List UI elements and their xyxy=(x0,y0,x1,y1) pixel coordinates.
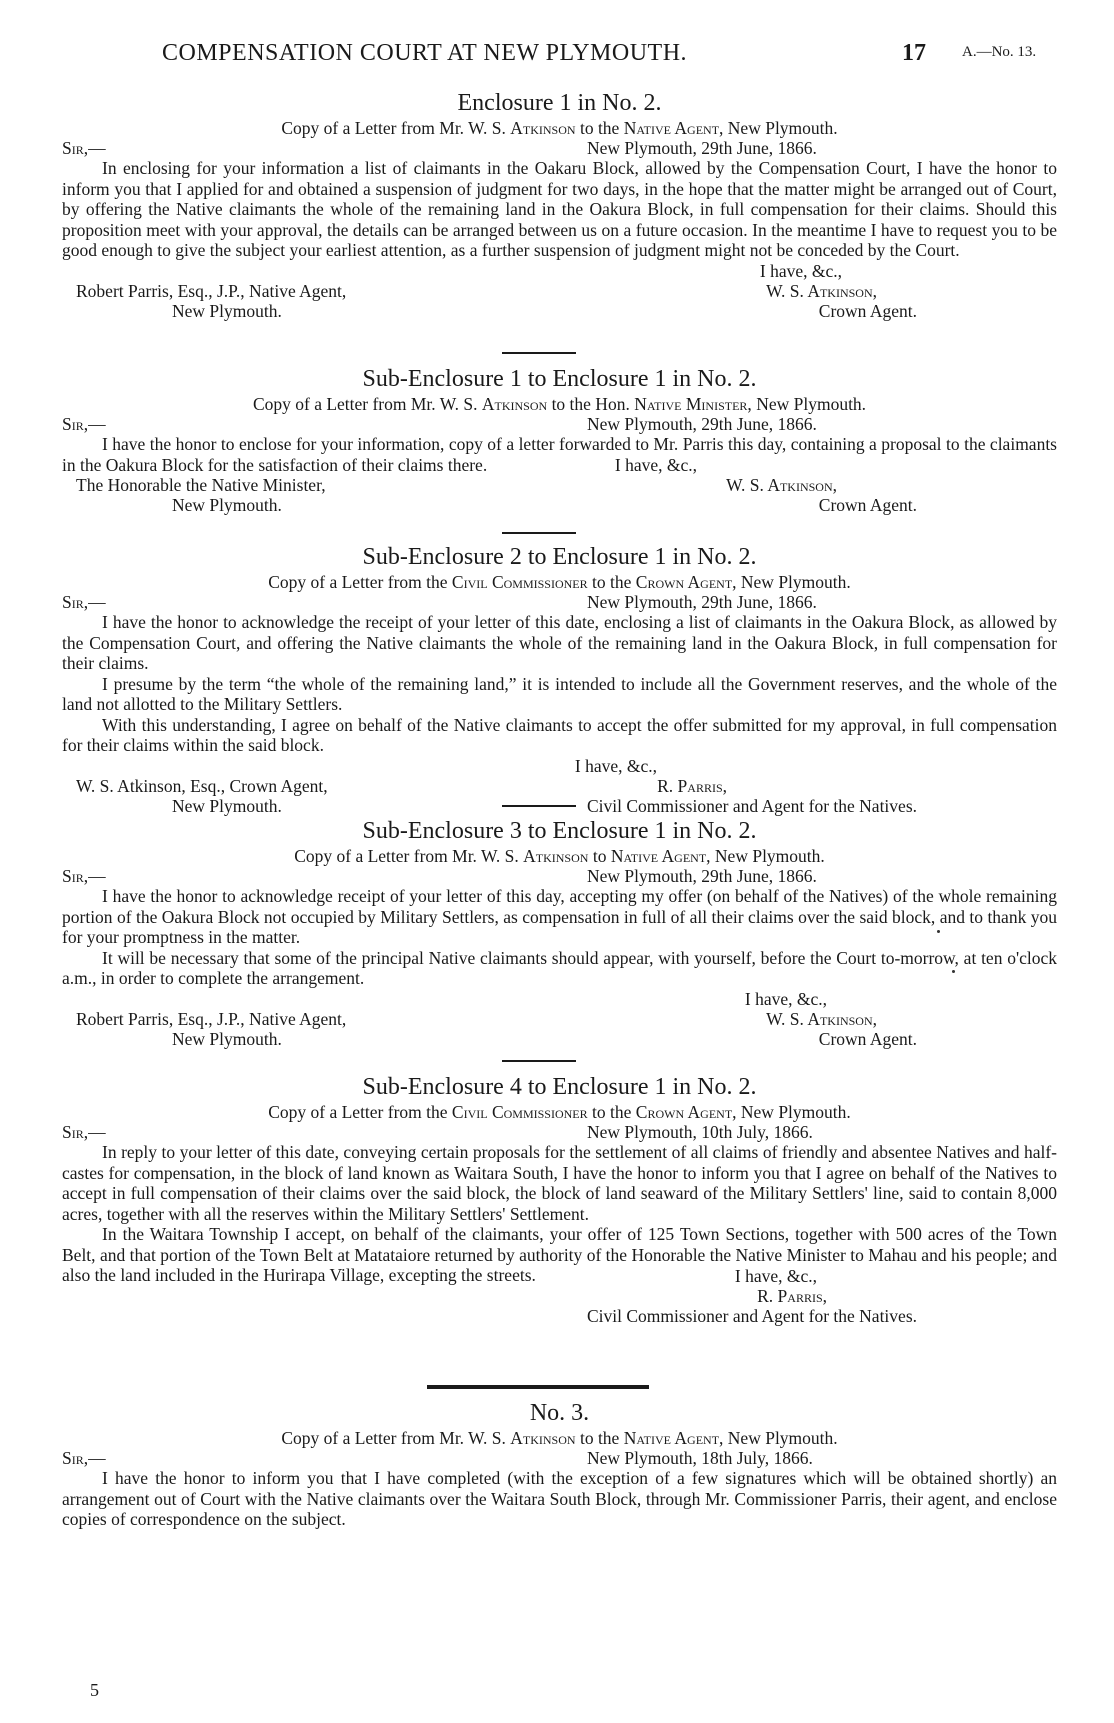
letter-paragraph: In the Waitara Township I accept, on behalf of the claimants, your offer of 125 Town Sections, together with 500 acres of the Town Belt, and that portion of the Town Belt at Matataiore returned by authority of the Honorable the Native Minister to Mahau and his people; and also the land included in the Hurirapa Village, excepting the streets. xyxy=(62,1224,1057,1285)
copy-line xyxy=(62,572,1057,592)
signoff-block xyxy=(62,756,1057,818)
signer-title: Civil Commissioner and Agent for the Natives. xyxy=(586,795,917,816)
letter-paragraph: I have the honor to acknowledge receipt of your letter of this day, accepting my offer (on behalf of the Natives) of the whole remaining portion of the Oakura Block not occupied by Military Settlers, as compensation in full of all their claims over the said block, and to thank you for your promptness in the matter. xyxy=(62,886,1057,947)
copy-mid: to xyxy=(592,846,607,866)
running-head xyxy=(62,40,1057,76)
copy-to: Crown Agent, xyxy=(635,572,737,592)
section-heading: Sub-Enclosure 1 to Enclosure 1 in No. 2. xyxy=(362,366,757,392)
signer-title: Civil Commissioner and Agent for the Natives. xyxy=(586,1305,917,1326)
signer-title: Crown Agent. xyxy=(818,300,917,321)
place-date: New Plymouth, 18th July, 1866. xyxy=(587,1448,813,1468)
letter-paragraph: It will be necessary that some of the principal Native claimants should appear, with yourself, before the Court to-morrow, at ten o'clock a.m., in order to complete the arrangement. xyxy=(62,947,1057,988)
margin-dot xyxy=(937,930,940,933)
signoff-block xyxy=(62,261,1057,323)
copy-to: Native Agent, xyxy=(610,846,711,866)
sub-enclosure-2-section xyxy=(62,542,1057,818)
copy-prefix: Copy of a Letter from Mr. W. S. xyxy=(252,394,478,414)
closing: I have, &c., xyxy=(574,755,657,776)
closing: I have, &c., xyxy=(734,1265,817,1286)
copy-suffix: New Plymouth. xyxy=(727,118,838,138)
letter-paragraph: In enclosing for your information a list of claimants in the Oakaru Block, allowed by the Compensation Court, I have the honor to inform you that I applied for and obtained a suspension of judgment for two days, in the hope that the matter might be arranged out of Court, by offering the Native claimants the whole of the remaining land in the Oakura Block, in full compensation for their claims. Should this proposition meet with your approval, the details can be arranged between us on a future occasion. In the meantime I have to request you to be good enough to give the subject your earliest attention, as a further suspension of judgment might not be conceded by the Court. xyxy=(62,158,1057,260)
salutation-line xyxy=(62,592,1057,612)
signoff-block xyxy=(62,989,1057,1051)
copy-prefix: Copy of a Letter from Mr. W. S. xyxy=(281,118,506,138)
copy-suffix: New Plymouth. xyxy=(727,1428,838,1448)
copy-to: Native Agent, xyxy=(623,118,724,138)
signer-title: Crown Agent. xyxy=(818,1028,917,1049)
section-heading: Sub-Enclosure 2 to Enclosure 1 in No. 2. xyxy=(362,544,757,570)
footer-number: 5 xyxy=(90,1680,99,1700)
signer: R. Parris, xyxy=(757,1285,827,1306)
copy-prefix: Copy of a Letter from the xyxy=(268,1102,448,1122)
addressee: Robert Parris, Esq., J.P., Native Agent, xyxy=(76,1008,347,1029)
copy-prefix: Copy of a Letter from Mr. W. S. xyxy=(281,1428,506,1448)
copy-line xyxy=(62,394,1057,414)
signer: W. S. Atkinson, xyxy=(766,1008,877,1029)
page-title: COMPENSATION COURT AT NEW PLYMOUTH. xyxy=(162,40,688,66)
place-date: New Plymouth, 29th June, 1866. xyxy=(587,138,817,158)
salutation: Sir,— xyxy=(62,1122,106,1142)
section-heading: Enclosure 1 in No. 2. xyxy=(457,90,662,116)
letter-paragraph: In reply to your letter of this date, conveying certain proposals for the settlement of all claims of friendly and absentee Natives and half-castes for compensation, in the block of land known as Waitara South, I have the honor to inform you that I agree on behalf of the Natives to accept in full compensation of their claims over the said block, the block of land seaward of the Military Settlers' line, said to contain 8,000 acres, together with all the reserves within the Military Settlers' Settlement. xyxy=(62,1142,1057,1224)
addressee-place: New Plymouth. xyxy=(172,495,282,515)
copy-mid: to the xyxy=(579,118,620,138)
copy-prefix: Copy of a Letter from Mr. W. S. xyxy=(294,846,519,866)
copy-line xyxy=(62,1428,1057,1448)
salutation: Sir,— xyxy=(62,866,106,886)
copy-prefix: Copy of a Letter from the xyxy=(268,572,448,592)
thick-divider xyxy=(427,1385,649,1389)
signer: R. Parris, xyxy=(657,775,727,796)
margin-dot xyxy=(952,970,955,973)
addressee-place: New Plymouth. xyxy=(172,795,282,816)
copy-from: Civil Commissioner xyxy=(451,572,588,592)
copy-to: Crown Agent, xyxy=(635,1102,737,1122)
copy-from: Atkinson xyxy=(510,1428,576,1448)
place-date: New Plymouth, 29th June, 1866. xyxy=(587,414,817,434)
copy-line xyxy=(62,1102,1057,1122)
salutation: Sir,— xyxy=(62,592,106,612)
sub-enclosure-4-section xyxy=(62,1072,1057,1348)
copy-suffix: New Plymouth. xyxy=(756,394,867,414)
salutation: Sir,— xyxy=(62,138,106,158)
salutation-line xyxy=(62,138,1057,158)
document-page xyxy=(62,0,1057,1723)
letter-paragraph: I have the honor to enclose for your information, copy of a letter forwarded to Mr. Parris this day, containing a proposal to the claimants in the Oakura Block for the satisfaction of their claims there. xyxy=(62,434,1057,475)
signoff-block xyxy=(62,455,1057,517)
closing: I have, &c., xyxy=(744,988,827,1009)
copy-from: Civil Commissioner xyxy=(451,1102,588,1122)
signer: W. S. Atkinson, xyxy=(726,475,837,495)
addressee-place: New Plymouth. xyxy=(172,1028,282,1049)
letter-paragraph: I have the honor to inform you that I have completed (with the exception of a few signatures which will be obtained shortly) an arrangement out of Court with the Native claimants over the Waitara South Block, through Mr. Commissioner Parris, their agent, and enclose copies of correspondence on the subject. xyxy=(62,1468,1057,1529)
salutation: Sir,— xyxy=(62,1448,106,1468)
letter-paragraph: I presume by the term “the whole of the remaining land,” it is intended to include all the Government reserves, and the whole of the land not allotted to the Military Settlers. xyxy=(62,673,1057,714)
copy-mid: to the xyxy=(579,1428,620,1448)
page-number: 17 xyxy=(902,40,926,66)
addressee: Robert Parris, Esq., J.P., Native Agent, xyxy=(76,280,347,301)
place-date: New Plymouth, 29th June, 1866. xyxy=(587,592,817,612)
addressee: The Honorable the Native Minister, xyxy=(76,475,326,495)
document-reference: A.—No. 13. xyxy=(962,44,1037,60)
copy-mid: to the xyxy=(592,572,632,592)
enclosure-1-section xyxy=(62,88,1057,323)
divider xyxy=(502,352,576,354)
sub-enclosure-3-section xyxy=(62,816,1057,1051)
signer-title: Crown Agent. xyxy=(818,495,917,515)
copy-suffix: New Plymouth. xyxy=(740,1102,851,1122)
divider xyxy=(502,1060,576,1062)
copy-from: Atkinson xyxy=(481,394,548,414)
no-3-section xyxy=(62,1398,1057,1530)
copy-to: Native Minister, xyxy=(634,394,752,414)
addressee-place: New Plymouth. xyxy=(172,300,282,321)
letter-paragraph: I have the honor to acknowledge the receipt of your letter of this date, enclosing a list of claimants in the Oakura Block, as allowed by the Compensation Court, and offering the Native claimants the whole of the remaining land in the Oakura Block, in full compensation for their claims. xyxy=(62,612,1057,673)
salutation: Sir,— xyxy=(62,414,106,434)
signer: W. S. Atkinson, xyxy=(766,280,877,301)
section-heading: Sub-Enclosure 4 to Enclosure 1 in No. 2. xyxy=(362,1074,757,1100)
copy-line xyxy=(62,846,1057,866)
copy-mid: to the xyxy=(592,1102,632,1122)
letter-paragraph: With this understanding, I agree on behalf of the Native claimants to accept the offer submitted for my approval, in full compensation for their claims within the said block. xyxy=(62,714,1057,755)
sub-enclosure-1-section xyxy=(62,364,1057,517)
salutation-line xyxy=(62,1122,1057,1142)
copy-mid: to the Hon. xyxy=(551,394,630,414)
divider xyxy=(502,805,576,807)
copy-from: Atkinson xyxy=(523,846,589,866)
section-heading: Sub-Enclosure 3 to Enclosure 1 in No. 2. xyxy=(362,818,757,844)
place-date: New Plymouth, 10th July, 1866. xyxy=(587,1122,813,1142)
copy-suffix: New Plymouth. xyxy=(740,572,851,592)
copy-from: Atkinson xyxy=(510,118,576,138)
addressee: W. S. Atkinson, Esq., Crown Agent, xyxy=(76,775,328,796)
signoff-block xyxy=(62,1265,1057,1348)
salutation-line xyxy=(62,414,1057,434)
section-heading: No. 3. xyxy=(529,1400,590,1426)
closing: I have, &c., xyxy=(614,455,697,475)
salutation-line xyxy=(62,1448,1057,1468)
copy-line xyxy=(62,118,1057,138)
salutation-line xyxy=(62,866,1057,886)
place-date: New Plymouth, 29th June, 1866. xyxy=(587,866,817,886)
copy-suffix: New Plymouth. xyxy=(714,846,825,866)
copy-to: Native Agent, xyxy=(623,1428,724,1448)
divider xyxy=(502,532,576,534)
closing: I have, &c., xyxy=(759,260,842,281)
